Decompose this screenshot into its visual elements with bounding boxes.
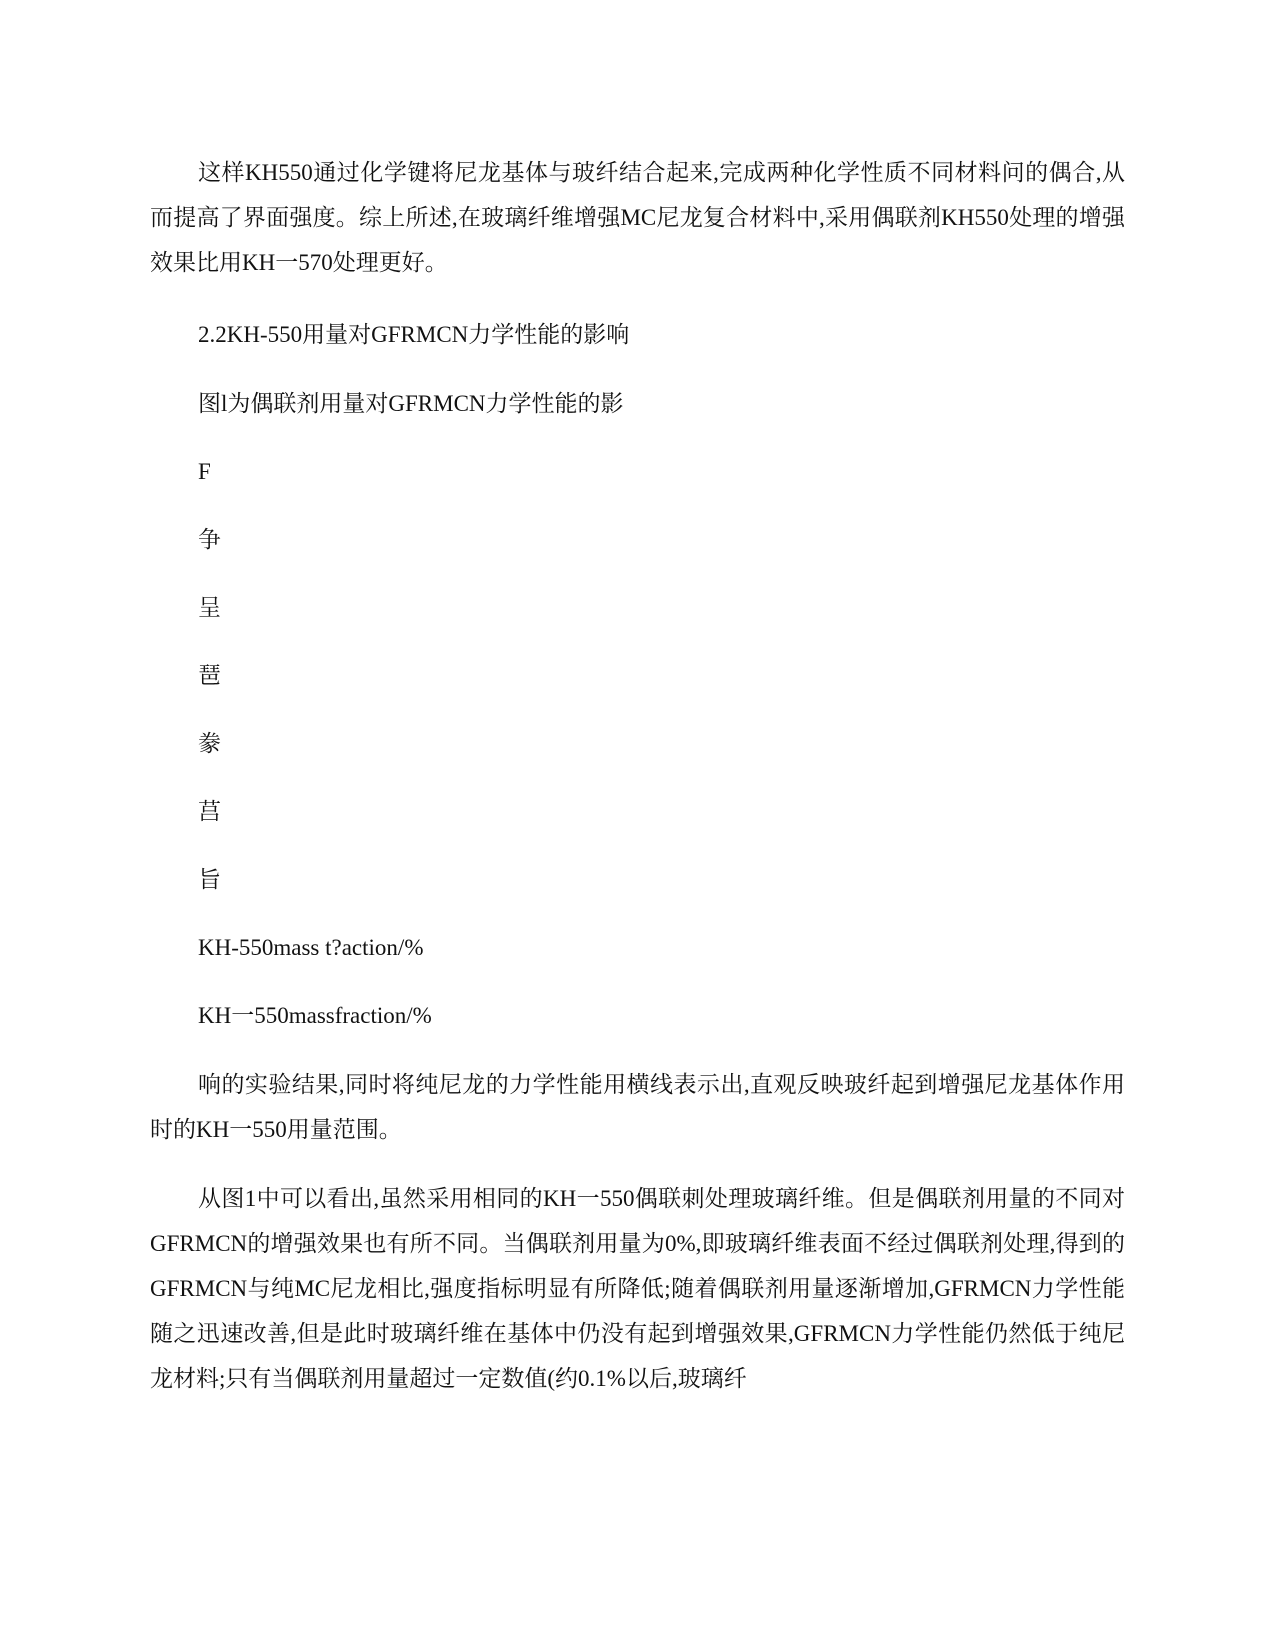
figure-label-char: 琶 bbox=[198, 663, 221, 688]
paragraph-analysis: 从图1中可以看出,虽然采用相同的KH一550偶联刺处理玻璃纤维。但是偶联剂用量的不同对GFRMCN的增强效果也有所不同。当偶联剂用量为0%,即玻璃纤维表面不经过偶联剂处理,得到的GFRMCN与纯MC尼龙相比,强度指标明显有所降低;随着偶联剂用量逐渐增加,GFRMCN力学性能随之迅速改善,但是此时玻璃纤维在基体中仍没有起到增强效果,GFRMCN力学性能仍然低于纯尼龙材料;只有当偶联剂用量超过一定数值(约0.1%以后,玻璃纤 bbox=[150, 1186, 1125, 1391]
figure-intro: 图l为偶联剂用量对GFRMCN力学性能的影 bbox=[198, 391, 624, 416]
document-page bbox=[150, 150, 1125, 1401]
figure-label-char: 争 bbox=[198, 527, 221, 552]
figure-label-char: 呈 bbox=[198, 595, 221, 620]
figure-label-char: 豢 bbox=[198, 731, 221, 756]
paragraph-intro: 这样KH550通过化学键将尼龙基体与玻纤结合起来,完成两种化学性质不同材料问的偶合,从而提高了界面强度。综上所述,在玻璃纤维增强MC尼龙复合材料中,采用偶联剂KH550处理的增强效果比用KH一570处理更好。 bbox=[150, 160, 1125, 275]
figure-label-char: 旨 bbox=[198, 867, 221, 892]
figure-axis-label: KH-550mass t?action/% bbox=[198, 935, 424, 960]
figure-label-char: 莒 bbox=[198, 799, 221, 824]
figure-label-char: F bbox=[198, 459, 211, 484]
paragraph-result: 响的实验结果,同时将纯尼龙的力学性能用横线表示出,直观反映玻纤起到增强尼龙基体作用时的KH一550用量范围。 bbox=[150, 1072, 1125, 1142]
section-heading: 2.2KH-550用量对GFRMCN力学性能的影响 bbox=[198, 322, 630, 347]
figure-axis-label: KH一550massfraction/% bbox=[198, 1003, 432, 1028]
